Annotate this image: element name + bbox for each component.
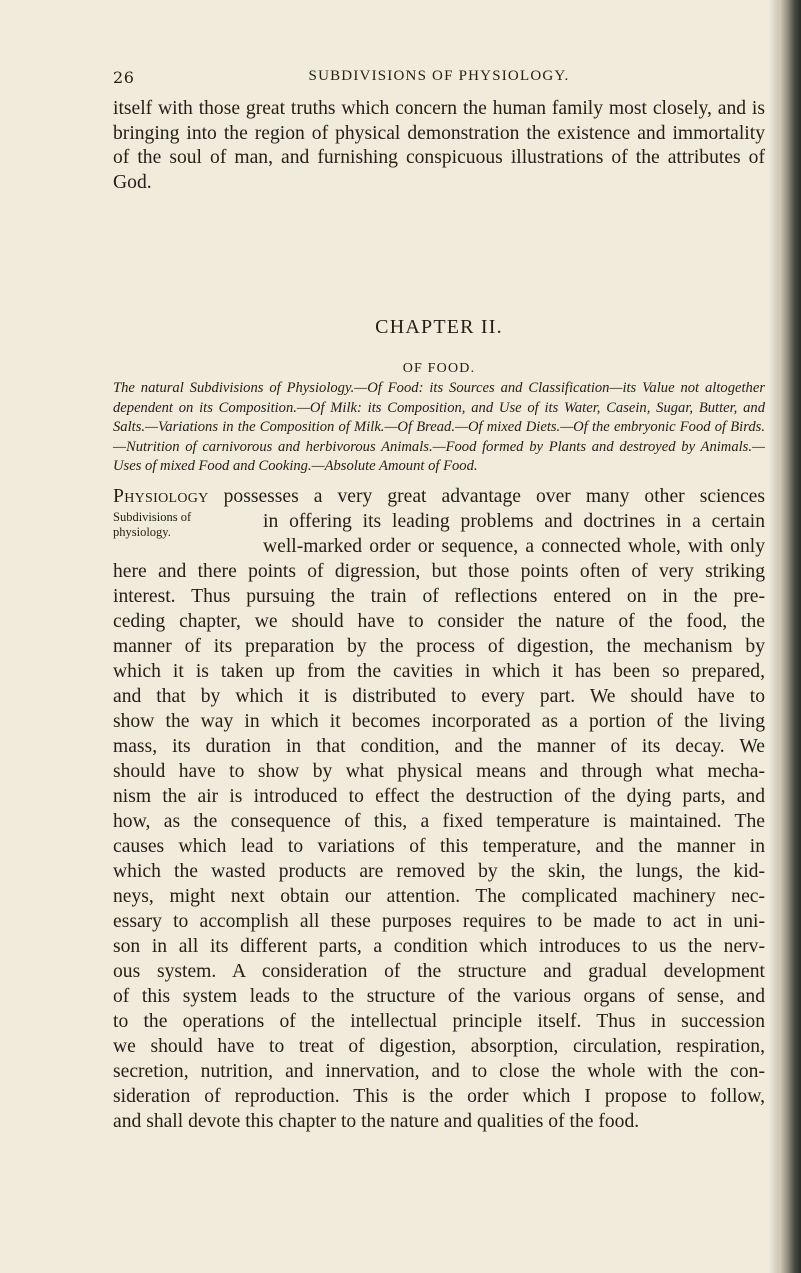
margin-note-line: physiology.: [113, 525, 171, 539]
body-line: essary to accomplish all these purposes requires to be made to act in uni-: [113, 911, 765, 932]
body-line: how, as the consequence of this, a fixed temperature is maintained. The: [113, 811, 765, 832]
body-line: Physiology possesses a very great advantage over many other sciences: [113, 486, 765, 507]
chapter-title: CHAPTER II.: [375, 316, 503, 338]
body-line: sideration of reproduction. This is the order which I propose to follow,: [113, 1086, 765, 1107]
body-line: we should have to treat of digestion, absorption, circulation, respiration,: [113, 1036, 765, 1057]
page-gutter-shadow: [769, 0, 779, 1273]
body-line: son in all its different parts, a condition which introduces to us the nerv-: [113, 936, 765, 957]
body-line: and shall devote this chapter to the nature and qualities of the food.: [113, 1111, 640, 1132]
body-line: mass, its duration in that condition, and the manner of its decay. We: [113, 736, 765, 757]
first-word: Physiology: [113, 486, 209, 507]
body-line: neys, might next obtain our attention. The complicated machinery nec-: [113, 886, 765, 907]
body-line: in offering its leading problems and doctrines in a certain: [263, 511, 765, 532]
body-line: causes which lead to variations of this temperature, and the manner in: [113, 836, 765, 857]
body-line: well-marked order or sequence, a connected whole, with only: [263, 536, 765, 557]
intro-paragraph: itself with those great truths which concern the human family most closely, and is bringing into the region of physical demonstration the existence and immortality of the soul of man, and furnishing conspicuous illustrations of the attributes of God.: [113, 98, 765, 193]
body-line: interest. Thus pursuing the train of reflections entered on in the pre-: [113, 586, 765, 607]
page-number: 26: [113, 68, 135, 87]
running-title: SUBDIVISIONS OF PHYSIOLOGY.: [308, 68, 570, 84]
page-edge: [779, 0, 801, 1273]
body-line: of this system leads to the structure of the various organs of sense, and: [113, 986, 765, 1007]
body-line: should have to show by what physical means and through what mecha-: [113, 761, 765, 782]
chapter-synopsis: The natural Subdivisions of Physiology.—Of Food: its Sources and Classification—its Value not altogether dependent on its Composition.—Of Milk: its Composition, and Use of its Water, Casein, Sugar, Butter, and Salts.—Variations in the Composition of Milk.—Of Bread.—Of mixed Diets.—Of the embryonic Food of Birds.—Nutrition of carnivorous and herbivorous Animals.—Food formed by Plants and destroyed by Animals.—Uses of mixed Food and Cooking.—Absolute Amount of Food.: [113, 380, 765, 474]
body-line: manner of its preparation by the process of digestion, the mechanism by: [113, 636, 765, 657]
body-line: ous system. A consideration of the structure and gradual development: [113, 961, 765, 982]
body-line: here and there points of digression, but those points often of very striking: [113, 561, 765, 582]
body-paragraph: [113, 484, 765, 1134]
running-head: [113, 68, 765, 88]
margin-note-line: Subdivisions of: [113, 510, 192, 524]
body-line: show the way in which it becomes incorporated as a portion of the living: [113, 711, 765, 732]
body-line: and that by which it is distributed to every part. We should have to: [113, 686, 765, 707]
body-line: to the operations of the intellectual principle itself. Thus in succession: [113, 1011, 765, 1032]
body-line: ceding chapter, we should have to consider the nature of the food, the: [113, 611, 765, 632]
body-line: nism the air is introduced to effect the destruction of the dying parts, and: [113, 786, 765, 807]
chapter-subtitle: OF FOOD.: [402, 361, 476, 376]
body-line: secretion, nutrition, and innervation, and to close the whole with the con-: [113, 1061, 765, 1082]
body-line: which the wasted products are removed by the skin, the lungs, the kid-: [113, 861, 765, 882]
body-line: which it is taken up from the cavities in which it has been so prepared,: [113, 661, 765, 682]
